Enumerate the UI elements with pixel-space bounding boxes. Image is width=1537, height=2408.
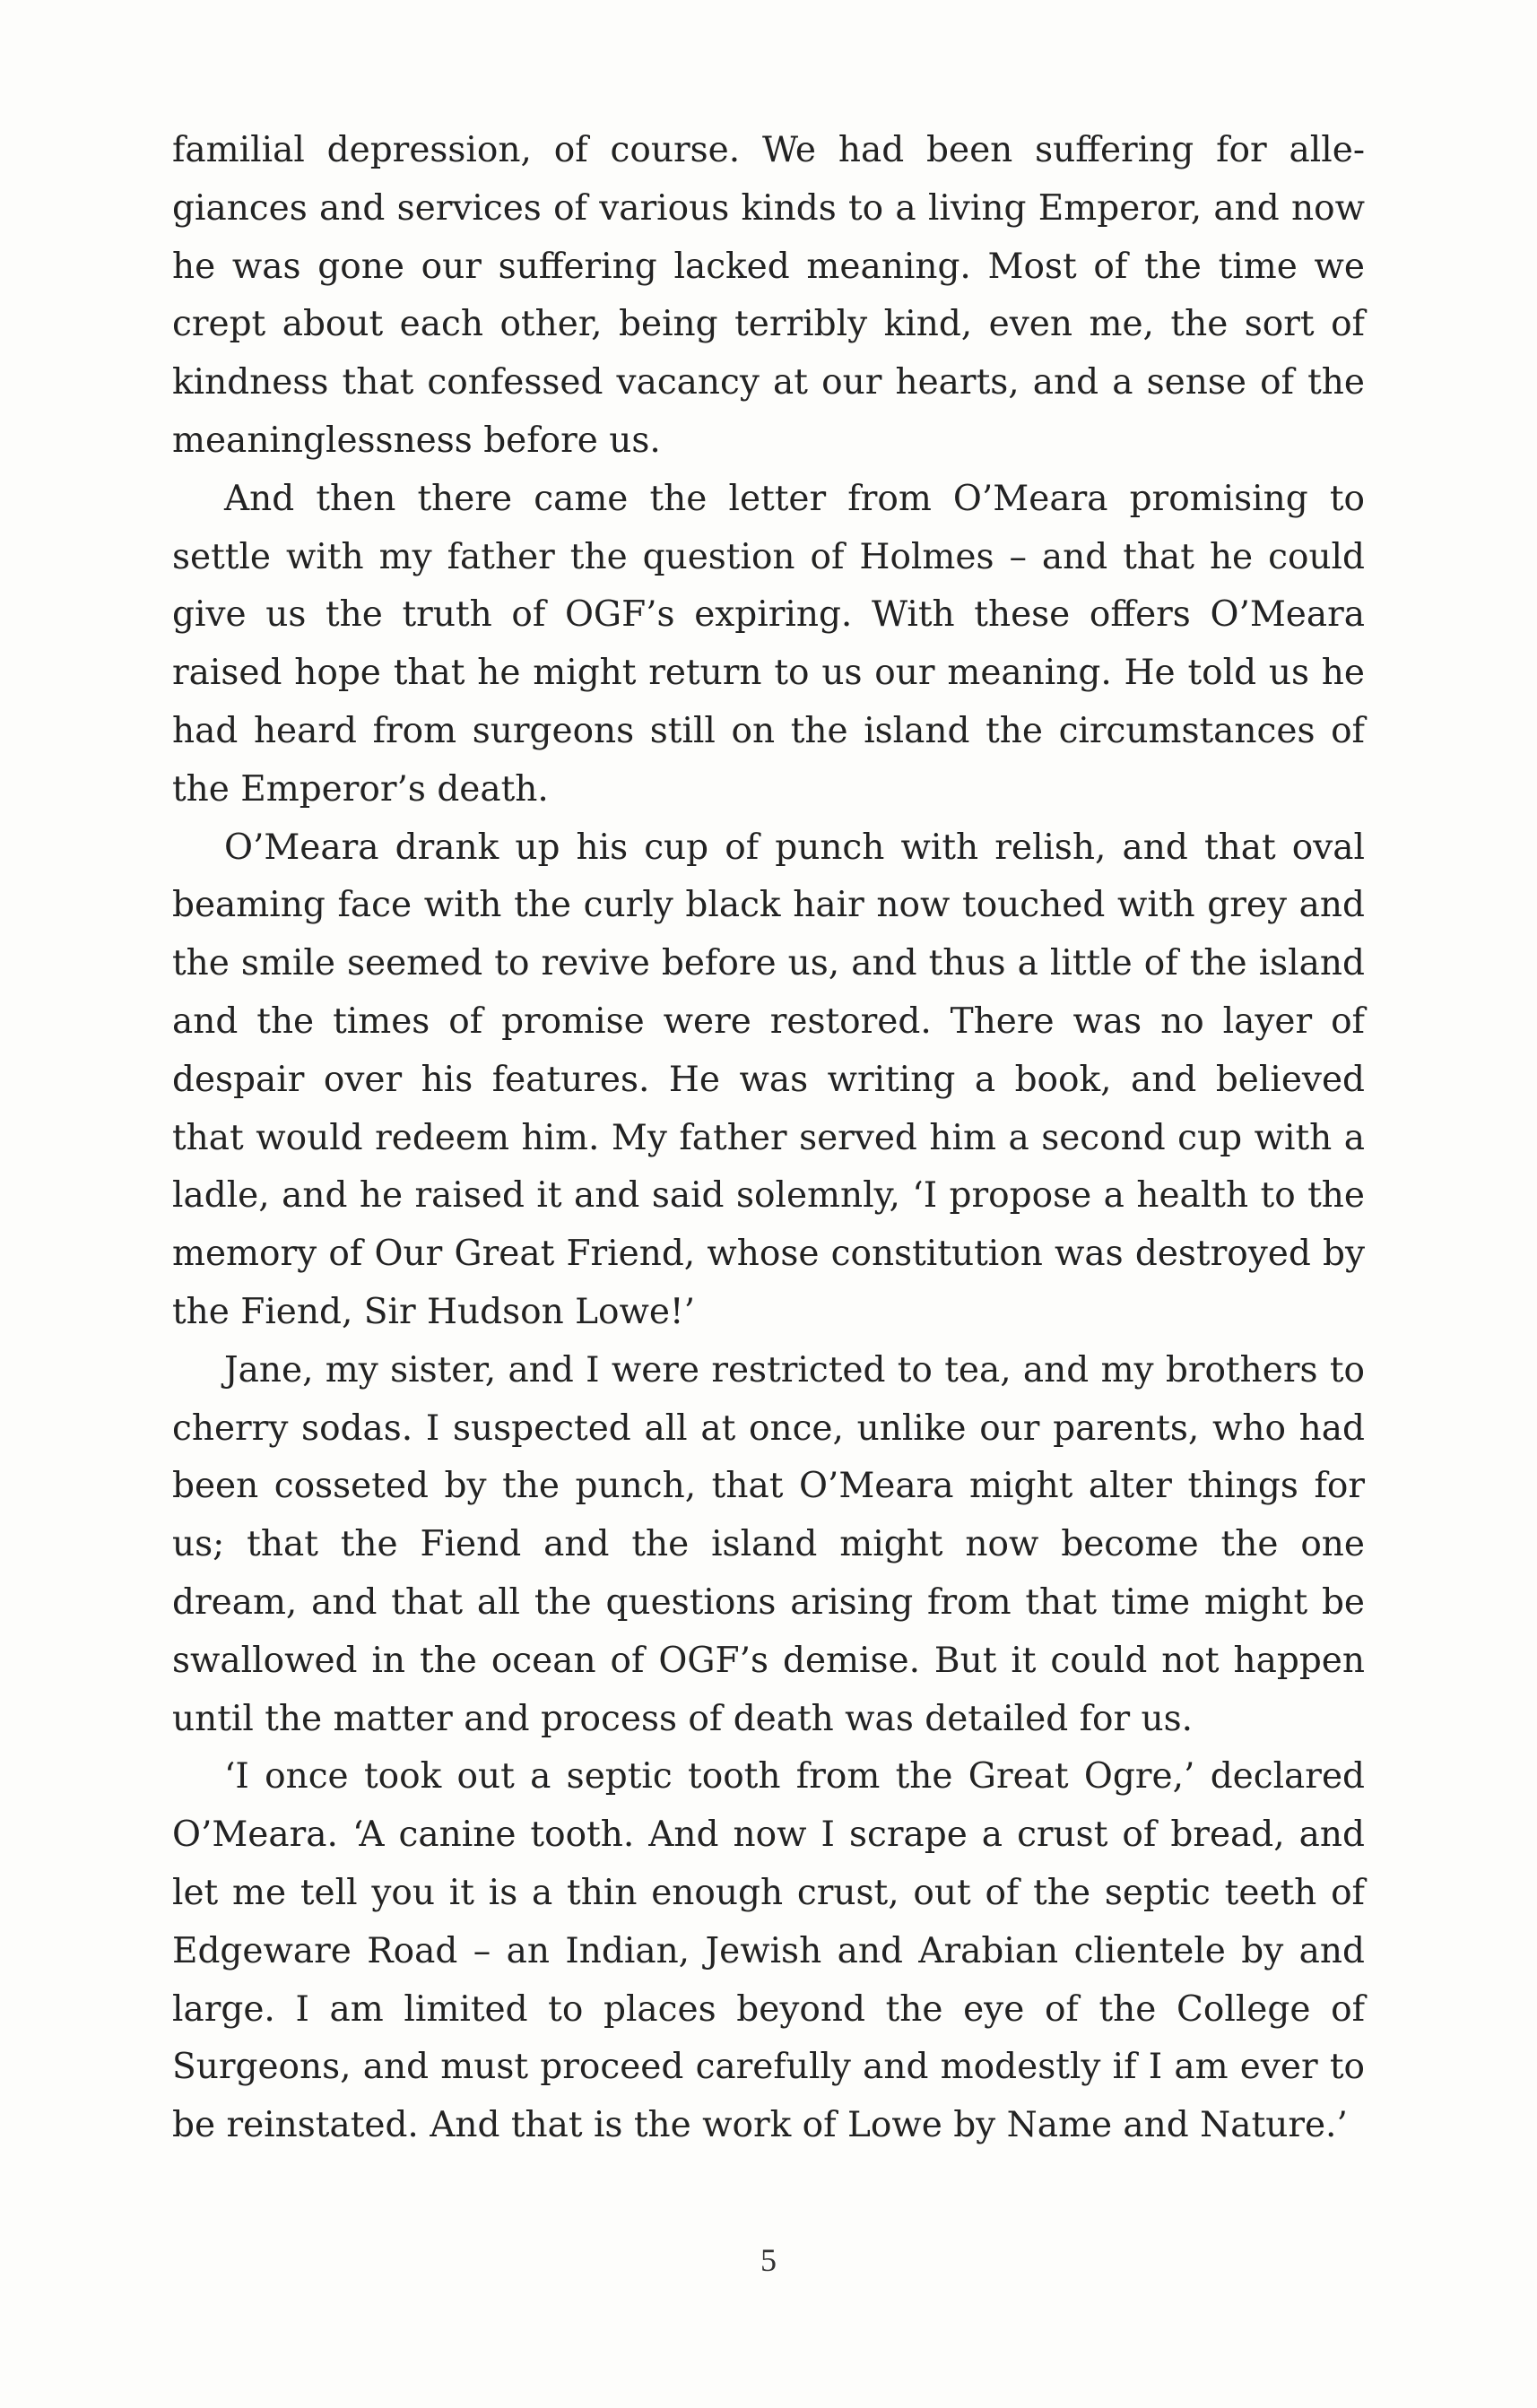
paragraph-omeara-punch: O’Meara drank up his cup of punch with relish, and that oval beaming face with the curly black hair now touched with grey and the smile seemed to revive before us, and thus a little of the island and the times of promise were restored. There was no layer of despair over his features. He was writing a book, and believed that would redeem him. My father served him a second cup with a ladle, and he raised it and said solemnly, ‘I propose a health to the memory of Our Great Friend, whose constitution was destroyed by the Fiend, Sir Hudson Lowe!’: [172, 827, 1365, 1332]
body-text: [172, 122, 1365, 2155]
paragraph-letter-from-omeara: And then there came the letter from O’Meara promising to settle with my father the question of Holmes – and that he could give us the truth of OGF’s expiring. With these offers O’Meara raised hope that he might return to us our meaning. He told us he had heard from surgeons still on the island the circumstances of the Emperor’s death.: [172, 478, 1365, 810]
paragraph-jane-tea: Jane, my sister, and I were restricted to tea, and my brothers to cherry sodas. I suspected all at once, unlike our parents, who had been cosseted by the punch, that O’Meara might alter things for us; that the Fiend and the island might now become the one dream, and that all the questions arising from that time might be swallowed in the ocean of OGF’s demise. But it could not happen until the matter and process of death was detailed for us.: [172, 1349, 1365, 1739]
page-number: 5: [760, 2242, 777, 2278]
paragraph-septic-tooth: ‘I once took out a septic tooth from the Great Ogre,’ declared O’Meara. ‘A canine tooth. And now I scrape a crust of bread, and let me tell you it is a thin enough crust, out of the septic teeth of Edgeware Road – an Indian, Jewish and Arabian clientele by and large. I am limited to places beyond the eye of the College of Surgeons, and must proceed carefully and modestly if I am ever to be reinstated. And that is the work of Lowe by Name and Nature.’: [172, 1756, 1365, 2146]
paragraph-continued: familial depression, of course. We had been suffering for allegiances and services of various kinds to a living Emperor, and now he was gone our suffering lacked meaning. Most of the time we crept about each other, being terribly kind, even me, the sort of kindness that confessed vacancy at our hearts, and a sense of the meaninglessness before us.: [172, 130, 1365, 461]
